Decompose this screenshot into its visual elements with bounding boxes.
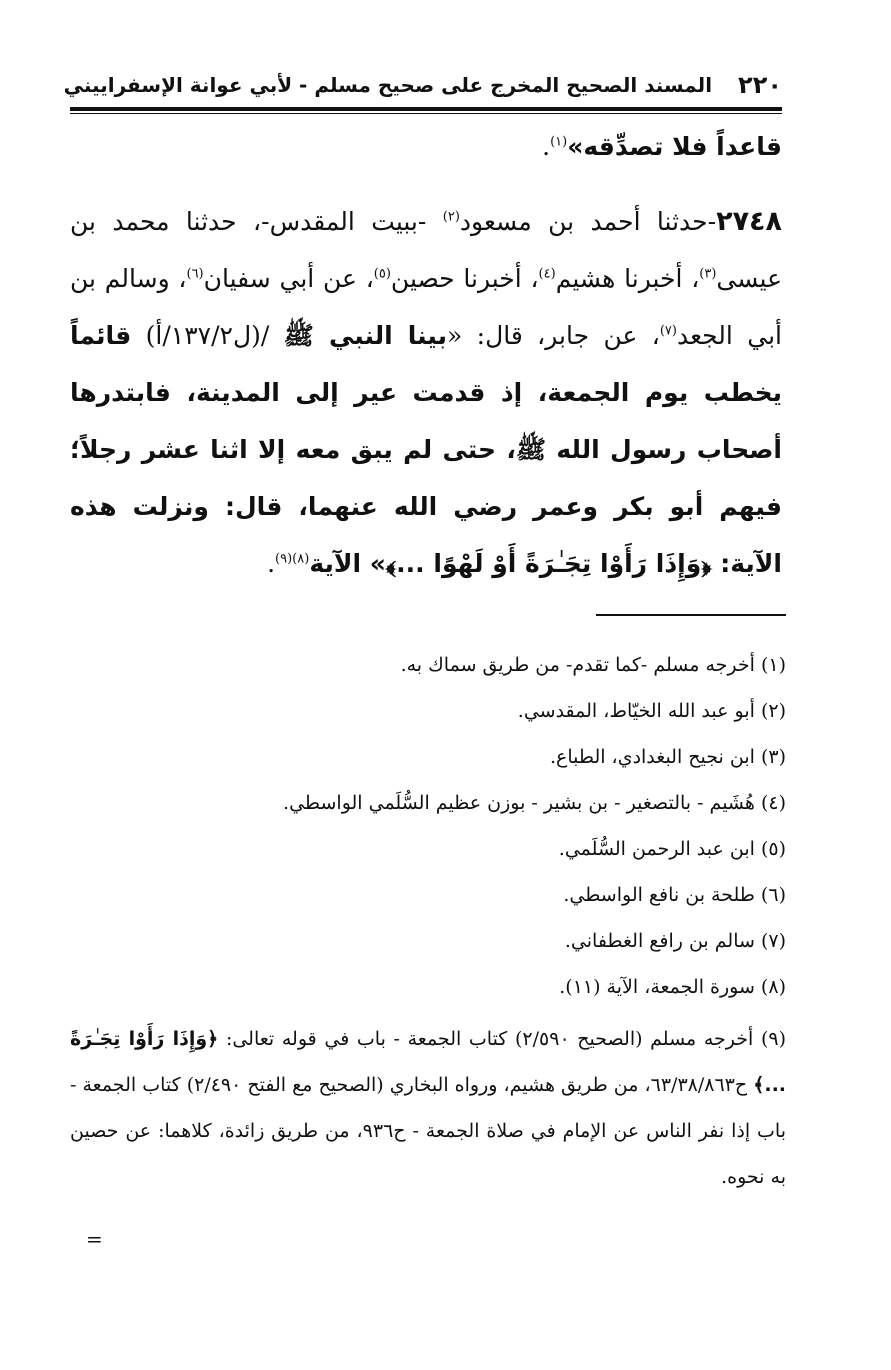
header-rule [70, 107, 782, 111]
footnote-2: (٢) أبو عبد الله الخيّاط، المقدسي. [517, 700, 786, 722]
full-stop-2: . [267, 549, 276, 578]
header-rule-thin [70, 113, 782, 114]
hadith-number: ٢٧٤٨ [716, 206, 783, 237]
footnote-ref-8-9: (٨)(٩) [275, 551, 310, 567]
closing-quote-2: » [361, 549, 386, 578]
footnote-ref-3: (٣) [699, 266, 717, 282]
footnote-ref-7: (٧) [659, 323, 677, 339]
running-title: المسند الصحيح المخرج على صحيح مسلم - لأبي عوانة الإسفراييني [63, 73, 713, 97]
footnote-6: (٦) طلحة بن نافع الواسطي. [563, 884, 786, 906]
isnad-text-5: ، عن أبي سفيان [203, 264, 374, 293]
isnad-text-3: ، أخبرنا هشيم [555, 264, 700, 293]
closing-quote: » [567, 132, 584, 161]
footnote-4: (٤) هُشَيم - بالتصغير - بن بشير - بوزن عظيم السُّلَمي الواسطي. [283, 792, 786, 814]
matn-text-2: قائماً يخطب يوم الجمعة، إذ قدمت عير إلى المدينة، فابتدرها أصحاب رسول الله ﷺ، حتى لم يبق معه إلا اثنا عشر رجلاً؛ فيهم أبو بكر وعمر رضي الله عنهما، قال: ونزلت هذه الآية: [70, 321, 782, 578]
footnote-9 [70, 1016, 786, 1200]
main-text [70, 118, 782, 592]
footnote-7: (٧) سالم بن رافع الغطفاني. [564, 930, 786, 952]
ayah-word: الآية [309, 549, 362, 578]
continuation-line [70, 118, 782, 175]
footnote-9-text-a: (٩) أخرجه مسلم (الصحيح ٢/٥٩٠) كتاب الجمعة - باب في قوله تعالى: [218, 1028, 786, 1050]
paragraph-spacer [70, 175, 782, 193]
footnotes [70, 642, 786, 1200]
footnote-9-quran: ﴿وَإِذَا رَأَوْا تِجَـٰرَةً ...﴾ [70, 1028, 787, 1096]
footnote-3: (٣) ابن نجيح البغدادي، الطباع. [549, 746, 786, 768]
full-stop: . [542, 132, 551, 161]
footnote-ref-5: (٥) [373, 266, 391, 282]
footnote-9-text-b: ح٦٣/٣٨/٨٦٣، من طريق هشيم، ورواه البخاري (الصحيح مع الفتح ٢/٤٩٠) كتاب الجمعة - باب إذا نفر الناس عن الإمام في صلاة الجمعة - ح٩٣٦، من طريق زائدة، كلاهما: عن حصين به نحوه. [70, 1074, 786, 1188]
isnad-text-2: -ببيت المقدس-، حدثنا محمد بن عيسى [70, 207, 783, 293]
matn-text-1: بينا النبي ﷺ [283, 321, 447, 350]
page-end-mark: = [86, 1227, 103, 1251]
isnad-text-7: ، عن جابر، قال: « [446, 321, 660, 350]
hadith-paragraph [70, 193, 782, 592]
footnote-ref-1: (١) [550, 134, 568, 150]
isnad-text-6: ، وسالم بن أبي الجعد [70, 264, 782, 350]
footnote-1: (١) أخرجه مسلم -كما تقدم- من طريق سماك به. [400, 654, 786, 676]
quran-verse: ﴿وَإِذَا رَأَوْا تِجَـٰرَةً أَوْ لَهْوًا ...﴾ [385, 549, 712, 578]
manuscript-folio-ref: /(ل١٣٧/٢/أ) [131, 321, 284, 350]
footnote-ref-6: (٦) [186, 266, 204, 282]
isnad-text-4: ، أخبرنا حصين [390, 264, 539, 293]
footnote-separator [596, 614, 786, 616]
page-number: ٢٢٠ [738, 71, 782, 99]
footnote-ref-2: (٢) [442, 209, 460, 225]
footnote-ref-4: (٤) [538, 266, 556, 282]
footnote-5: (٥) ابن عبد الرحمن السُّلَمي. [558, 838, 786, 860]
footnote-8: (٨) سورة الجمعة، الآية (١١). [559, 976, 786, 998]
isnad-text-1: -حدثنا أحمد بن مسعود [459, 207, 717, 236]
page-header [63, 70, 782, 106]
continued-hadith-text: قاعداً فلا تصدِّقه [583, 132, 782, 161]
